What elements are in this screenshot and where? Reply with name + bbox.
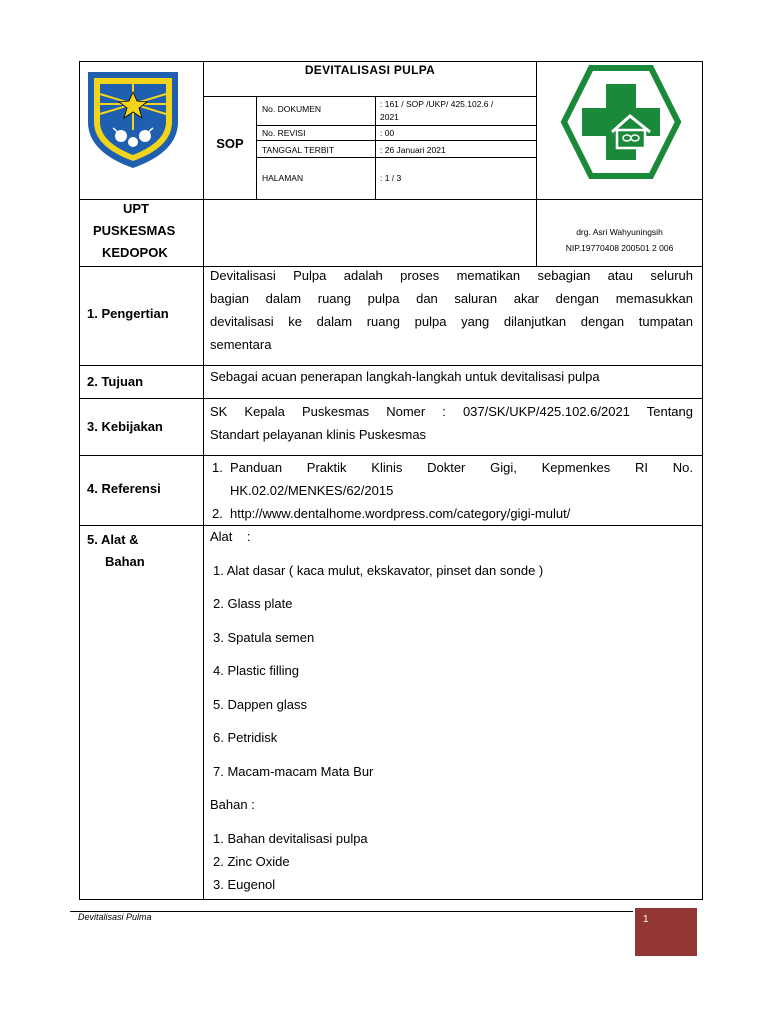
- alat-item-7: 7. Macam-macam Mata Bur: [213, 764, 374, 779]
- bahan-heading: Bahan :: [210, 797, 255, 812]
- referensi-item-1-line-1: Panduan Praktik Klinis Dokter Gigi, Kepmenkes RI No.: [230, 460, 693, 475]
- referensi-item-1-text: [230, 456, 693, 502]
- tujuan-label: 2. Tujuan: [87, 374, 144, 389]
- revision-key: No. REVISI: [262, 128, 306, 138]
- key-column-divider: [375, 96, 376, 199]
- doc-number-value: : 161 / SOP /UKP/ 425.102.6 /: [380, 99, 494, 109]
- alat-item-2: 2. Glass plate: [213, 596, 293, 611]
- referensi-item-2: [212, 502, 693, 525]
- doc-row-divider-2: [256, 140, 537, 141]
- pengertian-text: [210, 264, 693, 356]
- bahan-item-1: 1. Bahan devitalisasi pulpa: [213, 831, 368, 846]
- table-border-bottom: [79, 899, 703, 900]
- footer-rule: [70, 911, 633, 912]
- alat-bahan-label-line-2: Bahan: [105, 554, 145, 569]
- referensi-item-1: [212, 456, 693, 502]
- signer-nip: NIP.19770408 200501 2 006: [565, 243, 674, 253]
- kebijakan-label: 3. Kebijakan: [87, 419, 163, 434]
- doc-number-key: No. DOKUMEN: [262, 104, 322, 114]
- alat-item-6: 6. Petridisk: [213, 730, 278, 745]
- revision-value: : 00: [380, 128, 395, 138]
- signer-name: drg. Asri Wahyuningsih: [576, 227, 663, 237]
- alat-item-5: 5. Dappen glass: [213, 697, 307, 712]
- referensi-item-1-number: 1.: [212, 460, 223, 475]
- table-border-right: [702, 61, 703, 900]
- issue-date-value: : 26 Januari 2021: [380, 145, 446, 155]
- label-column-divider: [203, 61, 204, 900]
- alat-bahan-label: [87, 529, 145, 573]
- health-cross-logo: [560, 64, 682, 180]
- referensi-item-1-line-2: HK.02.02/MENKES/62/2015: [230, 483, 394, 498]
- bahan-item-3: 3. Eugenol: [213, 877, 276, 892]
- alat-heading: Alat :: [210, 529, 251, 544]
- title-row-divider: [203, 96, 537, 97]
- kebijakan-line-1: SK Kepala Puskesmas Nomer : 037/SK/UKP/425.102.6/2021 Tentang: [210, 404, 693, 419]
- doc-row-divider-3: [256, 157, 537, 158]
- kebijakan-text: [210, 400, 693, 446]
- alat-bahan-label-line-1: 5. Alat &: [87, 532, 139, 547]
- org-name: [93, 198, 193, 264]
- referensi-list: [212, 456, 693, 525]
- referensi-item-2-link[interactable]: http://www.dentalhome.wordpress.com/category/gigi-mulut/: [230, 506, 571, 521]
- pengertian-line-4: sementara: [210, 337, 272, 352]
- alat-item-3: 3. Spatula semen: [213, 630, 315, 645]
- referensi-label: 4. Referensi: [87, 481, 161, 496]
- row-divider-4: [79, 525, 703, 526]
- pengertian-label: 1. Pengertian: [87, 306, 169, 321]
- row-divider-2: [79, 398, 703, 399]
- alat-item-1: 1. Alat dasar ( kaca mulut, ekskavator, pinset dan sonde ): [213, 563, 544, 578]
- org-name-line-1: UPT: [123, 201, 149, 216]
- pengertian-line-3: devitalisasi ke dalam ruang pulpa yang dilanjutkan dengan tumpatan: [210, 314, 693, 329]
- page-key: HALAMAN: [262, 173, 304, 183]
- bahan-item-2: 2. Zinc Oxide: [213, 854, 290, 869]
- sop-column-divider: [256, 96, 257, 199]
- pengertian-line-2: bagian dalam ruang pulpa dan saluran akar dengan memasukkan: [210, 291, 693, 306]
- referensi-item-2-number: 2.: [212, 506, 223, 521]
- alat-item-4: 4. Plastic filling: [213, 663, 299, 678]
- table-border-left: [79, 61, 80, 900]
- puskesmas-shield-logo: [83, 70, 183, 170]
- table-border-top: [79, 61, 703, 62]
- doc-row-divider-1: [256, 125, 537, 126]
- tujuan-text: Sebagai acuan penerapan langkah-langkah untuk devitalisasi pulpa: [210, 369, 600, 384]
- page-value: : 1 / 3: [380, 173, 402, 183]
- kebijakan-line-2: Standart pelayanan klinis Puskesmas: [210, 427, 427, 442]
- org-name-line-3: KEDOPOK: [102, 245, 168, 260]
- footer-page-box: [635, 908, 697, 956]
- document-title: DEVITALISASI PULPA: [304, 63, 436, 77]
- sop-label: SOP: [216, 136, 244, 151]
- org-name-line-2: PUSKESMAS: [93, 223, 176, 238]
- pengertian-line-1: Devitalisasi Pulpa adalah proses mematikan sebagian atau seluruh: [210, 268, 693, 283]
- footer-document-name: Devitalisasi Pulma: [78, 912, 152, 922]
- footer-page-number: 1: [643, 914, 649, 925]
- issue-date-key: TANGGAL TERBIT: [262, 145, 335, 155]
- doc-number-value-year: 2021: [380, 112, 399, 122]
